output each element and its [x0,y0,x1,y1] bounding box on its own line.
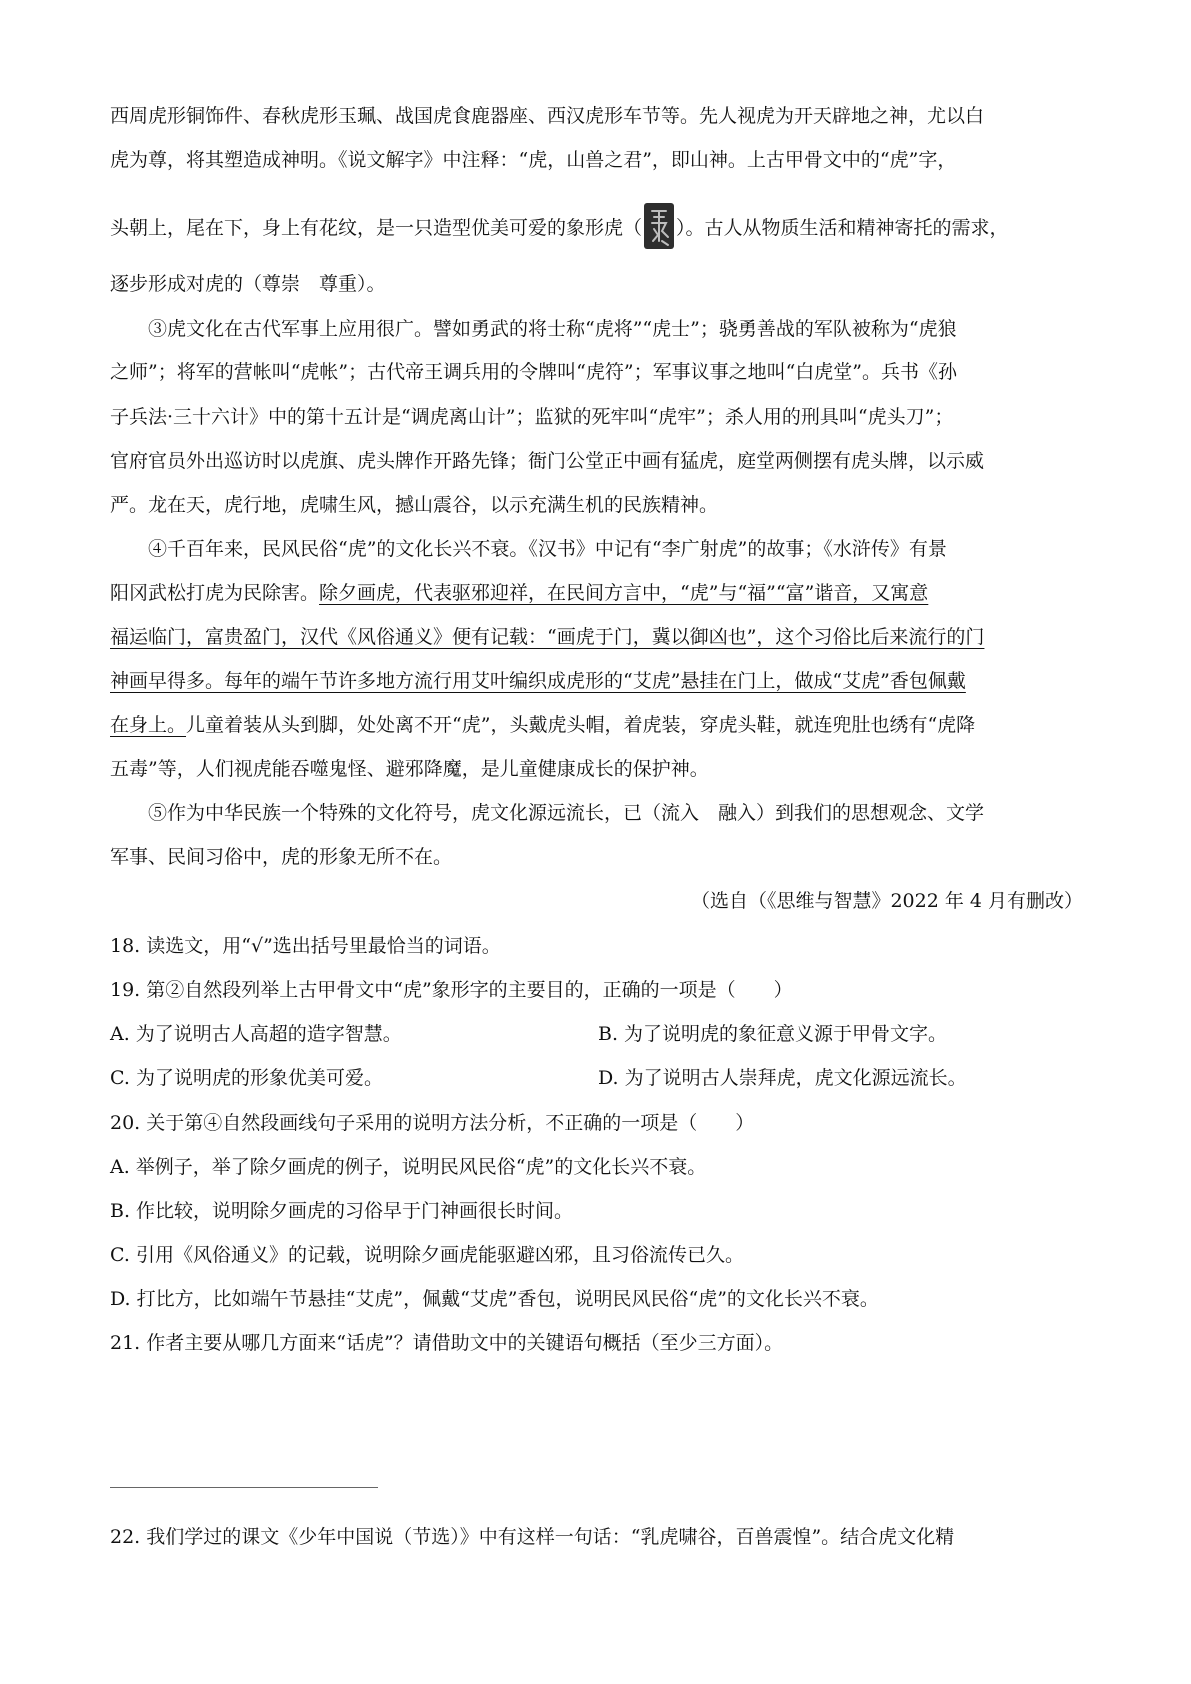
article-line: ③虎文化在古代军事上应用很广。譬如勇武的将士称“虎将”“虎士”；骁勇善战的军队被称为“虎狼 [148,318,957,340]
article-line: 逐步形成对虎的（尊崇 尊重）。 [110,273,386,295]
article-line [110,710,1088,737]
question-20-option-b: B. 作比较，说明除夕画虎的习俗早于门神画很长时间。 [110,1200,574,1222]
question-18: 18. 读选文，用“√”选出括号里最恰当的词语。 [110,935,501,957]
article-line-with-glyph [110,206,1088,252]
question-19-option-b: B. 为了说明虎的象征意义源于甲骨文字。 [598,1023,948,1045]
article-line: 严。龙在天，虎行地，虎啸生风，撼山震谷，以示充满生机的民族精神。 [110,494,719,516]
article-line [110,578,1088,605]
question-20-option-d: D. 打比方，比如端午节悬挂“艾虎”，佩戴“艾虎”香包，说明民风民俗“虎”的文化长兴不衰。 [110,1288,879,1310]
article-line: 子兵法·三十六计》中的第十五计是“调虎离山计”；监狱的死牢叫“虎牢”；杀人用的刑具叫“虎头刀”； [110,406,954,428]
question-20-option-c: C. 引用《风俗通义》的记载，说明除夕画虎能驱避凶邪，且习俗流传已久。 [110,1244,744,1266]
article-text: 儿童着装从头到脚，处处离不开“虎”，头戴虎头帽，着虎装，穿虎头鞋，就连兜肚也绣有“虎降 [186,714,976,736]
question-19-option-c: C. 为了说明虎的形象优美可爱。 [110,1067,383,1089]
underlined-sentence: 神画早得多。每年的端午节许多地方流行用艾叶编织成虎形的“艾虎”悬挂在门上，做成“艾虎”香包佩戴 [110,670,966,692]
underlined-sentence: 福运临门，富贵盈门，汉代《风俗通义》便有记载：“画虎于门，冀以御凶也”，这个习俗比后来流行的门 [110,626,985,648]
article-line: 虎为尊，将其塑造成神明。《说文解字》中注释：“虎，山兽之君”，即山神。上古甲骨文中的“虎”字， [110,149,957,171]
article-line: 西周虎形铜饰件、春秋虎形玉珮、战国虎食鹿器座、西汉虎形车节等。先人视虎为开天辟地之神，尤以白 [110,105,985,127]
article-text: ）。古人从物质生活和精神寄托的需求， [676,217,1009,239]
article-line: ⑤作为中华民族一个特殊的文化符号，虎文化源远流长，已（流入 融入）到我们的思想观念、文学 [148,802,985,824]
question-21: 21. 作者主要从哪几方面来“话虎”？请借助文中的关键语句概括（至少三方面）。 [110,1332,784,1354]
question-19: 19. 第②自然段列举上古甲骨文中“虎”象形字的主要目的，正确的一项是（ ） [110,979,793,1001]
article-text: 头朝上，尾在下，身上有花纹，是一只造型优美可爱的象形虎（ [110,217,643,239]
underlined-sentence: 在身上。 [110,714,187,736]
article-line: ④千百年来，民风民俗“虎”的文化长兴不衰。《汉书》中记有“李广射虎”的故事；《水浒传》有景 [148,538,947,560]
question-19-option-d: D. 为了说明古人崇拜虎，虎文化源远流长。 [598,1067,967,1089]
question-20: 20. 关于第④自然段画线句子采用的说明方法分析，不正确的一项是（ ） [110,1112,755,1134]
article-text: 阳冈武松打虎为民除害。 [110,582,320,604]
underlined-sentence: 除夕画虎，代表驱邪迎祥，在民间方言中，“虎”与“福”“富”谐音，又寓意 [319,582,929,604]
article-line: 军事、民间习俗中，虎的形象无所不在。 [110,846,453,868]
question-19-option-a: A. 为了说明古人高超的造字智慧。 [110,1023,402,1045]
question-22: 22. 我们学过的课文《少年中国说（节选）》中有这样一句话：“乳虎啸谷，百兽震惶”。结合虎文化精 [110,1526,955,1548]
oracle-bone-tiger-glyph-image [644,203,674,249]
question-20-option-a: A. 举例子，举了除夕画虎的例子，说明民风民俗“虎”的文化长兴不衰。 [110,1156,707,1178]
article-line: 之师”；将军的营帐叫“虎帐”；古代帝王调兵用的令牌叫“虎符”；军事议事之地叫“白虎堂”。兵书《孙 [110,361,957,383]
article-line: 五毒”等，人们视虎能吞噬鬼怪、避邪降魔，是儿童健康成长的保护神。 [110,758,709,780]
article-source: （选自（《思维与智慧》2022 年 4 月有删改） [690,890,1083,912]
answer-blank-line [110,1487,378,1488]
article-line: 官府官员外出巡访时以虎旗、虎头牌作开路先锋；衙门公堂正中画有猛虎，庭堂两侧摆有虎头牌，以示威 [110,450,985,472]
